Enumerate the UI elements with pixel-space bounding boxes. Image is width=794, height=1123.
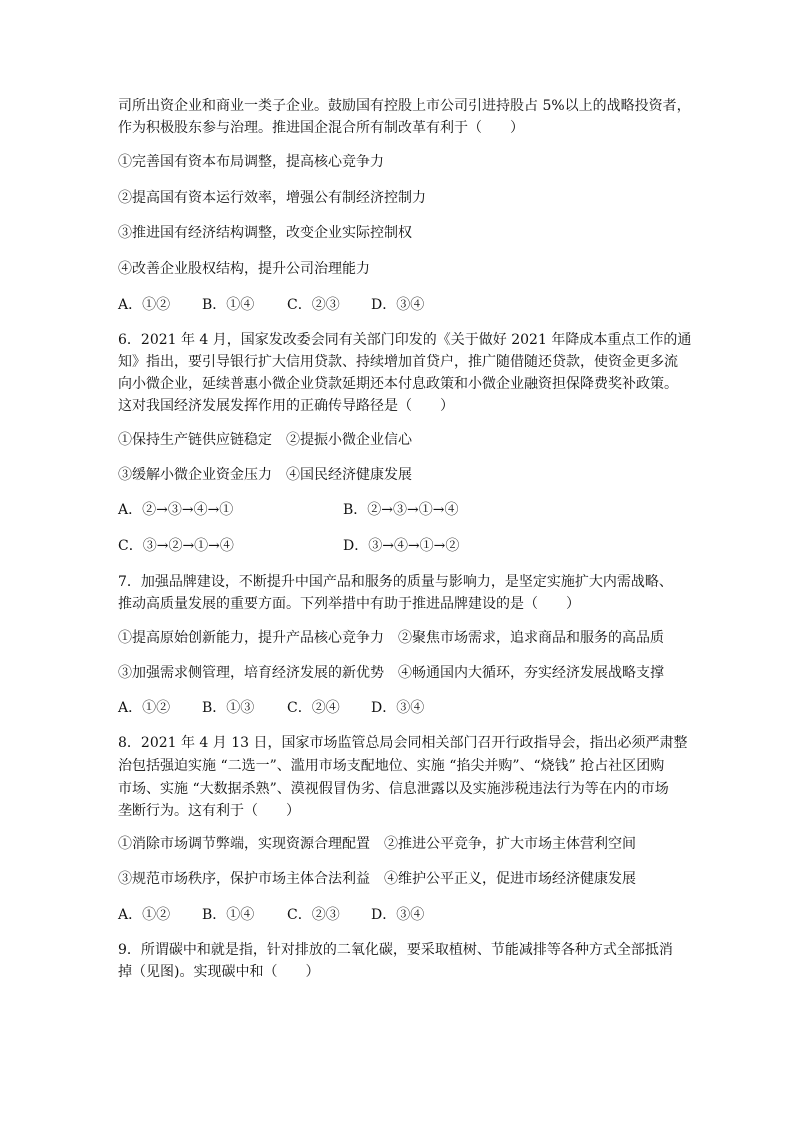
question-5-item-3: ③推进国有经济结构调整，改变企业实际控制权 xyxy=(118,225,412,241)
question-6-items-line-1: ①保持生产链供应链稳定 ②提振小微企业信心 xyxy=(118,432,412,448)
question-7-choice-a: A．①② xyxy=(118,700,171,716)
question-5-item-1: ①完善国有资本布局调整，提高核心竞争力 xyxy=(118,154,384,170)
question-6-choice-c: C．③→②→①→④ xyxy=(118,538,234,554)
question-8-choice-c: C．②③ xyxy=(287,907,340,923)
question-7-choice-d: D．③④ xyxy=(371,700,425,716)
question-8-choice-a: A．①② xyxy=(118,907,171,923)
question-5-choice-a: A．①② xyxy=(118,297,171,313)
question-6-stem-line-1: 6．2021 年 4 月，国家发改委会同有关部门印发的《关于做好 2021 年降成本重点工作的通 xyxy=(118,332,692,348)
question-5-choice-c: C．②③ xyxy=(287,297,340,313)
question-5-item-4: ④改善企业股权结构，提升公司治理能力 xyxy=(118,261,370,277)
question-6-stem-line-3: 向小微企业，延续普惠小微企业贷款延期还本付息政策和小微企业融资担保降费奖补政策。 xyxy=(118,376,678,392)
question-7-choice-b: B．①③ xyxy=(202,700,255,716)
question-6-choice-a: A．②→③→④→① xyxy=(118,502,234,518)
question-7-items-line-2: ③加强需求侧管理，培育经济发展的新优势 ④畅通国内大循环，夯实经济发展战略支撑 xyxy=(118,665,664,681)
question-8-stem-line-1: 8．2021 年 4 月 13 日，国家市场监管总局会同相关部门召开行政指导会，指出必须严肃整 xyxy=(118,735,688,751)
question-9-stem-line-2: 掉（见图)。实现碳中和（ ） xyxy=(118,964,320,980)
question-6-items-line-2: ③缓解小微企业资金压力 ④国民经济健康发展 xyxy=(118,467,412,483)
question-5-item-2: ②提高国有资本运行效率，增强公有制经济控制力 xyxy=(118,190,426,206)
question-7-choice-c: C．②④ xyxy=(287,700,340,716)
question-7-stem-line-1: 7．加强品牌建设，不断提升中国产品和服务的质量与影响力，是坚定实施扩大内需战略、 xyxy=(118,574,673,590)
question-5-choice-b: B．①④ xyxy=(202,297,255,313)
question-8-stem-line-4: 垄断行为。这有利于（ ） xyxy=(118,803,300,819)
question-7-stem-line-2: 推动高质量发展的重要方面。下列举措中有助于推进品牌建设的是（ ） xyxy=(118,596,580,612)
question-7-items-line-1: ①提高原始创新能力，提升产品核心竞争力 ②聚焦市场需求，追求商品和服务的高品质 xyxy=(118,630,664,646)
question-8-choice-b: B．①④ xyxy=(202,907,255,923)
question-5-stem-line-2: 作为积极股东参与治理。推进国企混合所有制改革有利于（ ） xyxy=(118,120,524,136)
question-6-stem-line-2: 知》指出，要引导银行扩大信用贷款、持续增加首贷户，推广随借随还贷款，使资金更多流 xyxy=(118,354,678,370)
question-9-stem-line-1: 9．所谓碳中和就是指，针对排放的二氧化碳，要采取植树、节能减排等各种方式全部抵消 xyxy=(118,942,673,958)
question-5-choice-d: D．③④ xyxy=(371,297,425,313)
question-8-items-line-1: ①消除市场调节弊端，实现资源合理配置 ②推进公平竞争，扩大市场主体营利空间 xyxy=(118,836,636,852)
question-8-stem-line-3: 市场、实施 “大数据杀熟”、漠视假冒伪劣、信息泄露以及实施涉税违法行为等在内的市场 xyxy=(118,781,669,797)
question-6-choice-d: D．③→④→①→② xyxy=(343,538,460,554)
question-6-stem-line-4: 这对我国经济发展发挥作用的正确传导路径是（ ） xyxy=(118,398,454,414)
question-6-choice-b: B．②→③→①→④ xyxy=(343,502,459,518)
question-5-stem-line-1: 司所出资企业和商业一类子企业。鼓励国有控股上市公司引进持股占 5%以上的战略投资者， xyxy=(118,98,691,114)
question-8-stem-line-2: 治包括强迫实施 “二选一”、滥用市场支配地位、实施 “掐尖并购”、“烧钱” 抢占社区团购 xyxy=(118,758,665,774)
question-8-choice-d: D．③④ xyxy=(371,907,425,923)
question-8-items-line-2: ③规范市场秩序，保护市场主体合法利益 ④维护公平正义，促进市场经济健康发展 xyxy=(118,871,636,887)
